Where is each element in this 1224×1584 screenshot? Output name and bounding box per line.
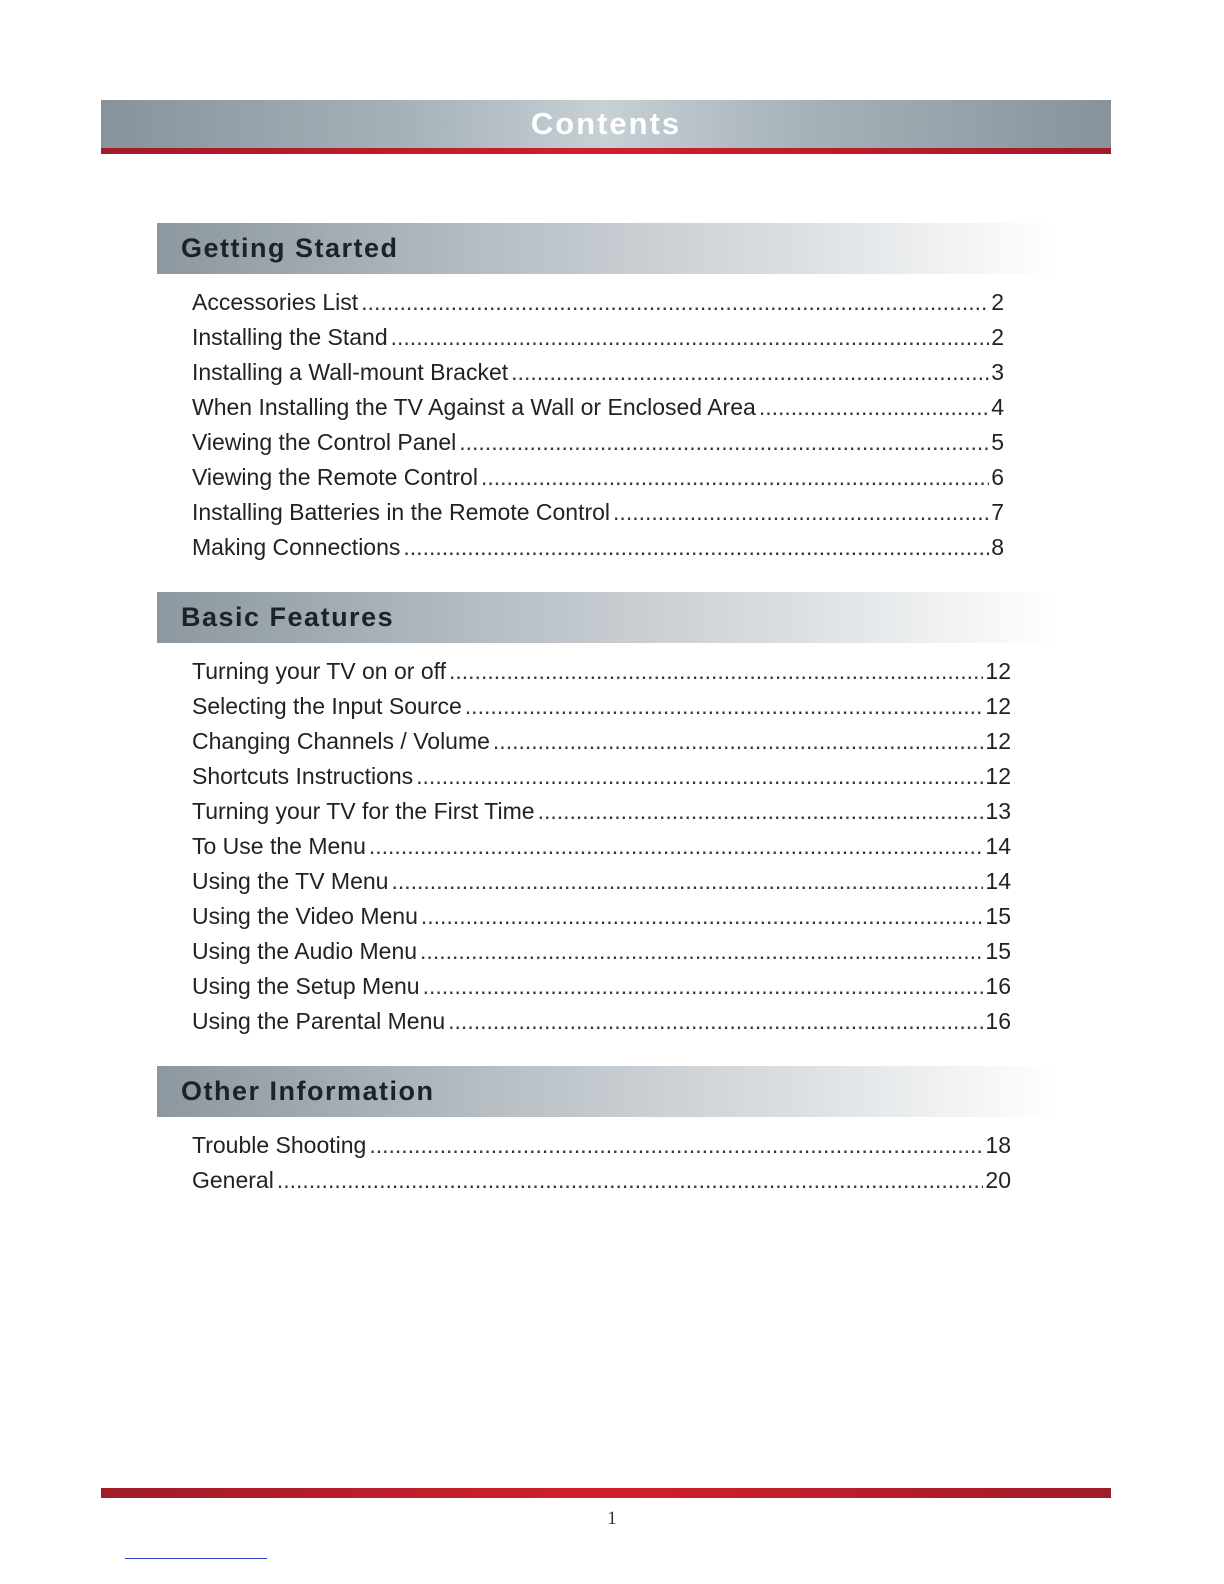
toc-entry[interactable]: [192, 864, 1011, 899]
toc-entry-label: Viewing the Remote Control: [192, 460, 481, 495]
toc-entry-label: To Use the Menu: [192, 829, 369, 864]
toc-entry-page: 18: [983, 1128, 1011, 1163]
dot-leader: [493, 724, 983, 759]
toc-entry-page: 3: [989, 355, 1004, 390]
section-other-information: [157, 1066, 1057, 1198]
page-title: Contents: [530, 106, 682, 141]
toc-entry[interactable]: [192, 390, 1004, 425]
toc-entry[interactable]: [192, 724, 1011, 759]
toc-list: [157, 274, 1057, 565]
toc-entry[interactable]: [192, 1128, 1011, 1163]
toc-entry[interactable]: [192, 355, 1004, 390]
toc-entry-page: 4: [989, 390, 1004, 425]
toc-entry-label: Shortcuts Instructions: [192, 759, 416, 794]
dot-leader: [420, 934, 983, 969]
toc-entry[interactable]: [192, 1004, 1011, 1039]
dot-leader: [481, 460, 989, 495]
toc-entry-page: 12: [983, 759, 1011, 794]
dot-leader: [369, 1128, 983, 1163]
toc-entry-page: 14: [983, 864, 1011, 899]
section-title: Getting Started: [181, 233, 399, 263]
section-title: Basic Features: [181, 602, 395, 632]
toc-entry-page: 20: [983, 1163, 1011, 1198]
toc-entry-label: Turning your TV for the First Time: [192, 794, 538, 829]
section-title: Other Information: [181, 1076, 435, 1106]
section-header: [157, 223, 1057, 274]
toc-entry[interactable]: [192, 969, 1011, 1004]
toc-entry[interactable]: [192, 934, 1011, 969]
toc-entry-label: Installing a Wall-mount Bracket: [192, 355, 511, 390]
dot-leader: [361, 285, 989, 320]
toc-entry-label: Using the Audio Menu: [192, 934, 420, 969]
toc-entry[interactable]: [192, 654, 1011, 689]
toc-entry[interactable]: [192, 530, 1004, 565]
toc-entry[interactable]: [192, 1163, 1011, 1198]
dot-leader: [465, 689, 984, 724]
toc-entry-label: Using the Parental Menu: [192, 1004, 448, 1039]
toc-entry-label: Turning your TV on or off: [192, 654, 449, 689]
toc-entry-page: 14: [983, 829, 1011, 864]
toc-entry-page: 15: [983, 934, 1011, 969]
dot-leader: [416, 759, 983, 794]
toc-entry-label: General: [192, 1163, 277, 1198]
toc-entry[interactable]: [192, 425, 1004, 460]
toc-entry[interactable]: [192, 320, 1004, 355]
toc-entry-page: 7: [989, 495, 1004, 530]
toc-entry-label: Installing the Stand: [192, 320, 391, 355]
toc-entry-page: 12: [983, 689, 1011, 724]
toc-entry[interactable]: [192, 759, 1011, 794]
toc-entry[interactable]: [192, 829, 1011, 864]
toc-entry-page: 15: [983, 899, 1011, 934]
toc-entry-label: When Installing the TV Against a Wall or Enclosed Area: [192, 390, 759, 425]
toc-entry-page: 13: [983, 794, 1011, 829]
toc-entry-page: 12: [983, 724, 1011, 759]
toc-list: [157, 643, 1057, 1039]
dot-leader: [538, 794, 984, 829]
dot-leader: [449, 654, 983, 689]
dot-leader: [369, 829, 984, 864]
toc-entry-label: Using the Setup Menu: [192, 969, 423, 1004]
toc-entry[interactable]: [192, 495, 1004, 530]
toc-entry-label: Selecting the Input Source: [192, 689, 465, 724]
dot-leader: [391, 320, 990, 355]
toc-entry[interactable]: [192, 285, 1004, 320]
contents-title-bar: [101, 100, 1111, 148]
dot-leader: [423, 969, 984, 1004]
toc-entry-label: Viewing the Control Panel: [192, 425, 459, 460]
toc-entry-page: 6: [989, 460, 1004, 495]
toc-entry[interactable]: [192, 460, 1004, 495]
toc-entry-label: Trouble Shooting: [192, 1128, 369, 1163]
toc-entry-label: Making Connections: [192, 530, 403, 565]
section-header: [157, 1066, 1057, 1117]
toc-entry-label: Using the Video Menu: [192, 899, 421, 934]
section-getting-started: [157, 223, 1057, 565]
toc-entry-page: 8: [989, 530, 1004, 565]
toc-entry-page: 16: [983, 1004, 1011, 1039]
dot-leader: [421, 899, 984, 934]
footer-red-rule: [101, 1488, 1111, 1498]
dot-leader: [613, 495, 989, 530]
toc-entry-label: Accessories List: [192, 285, 361, 320]
toc-entry[interactable]: [192, 689, 1011, 724]
page-number: 1: [607, 1508, 617, 1529]
toc-entry[interactable]: [192, 899, 1011, 934]
toc-list: [157, 1117, 1057, 1198]
dot-leader: [391, 864, 983, 899]
toc-entry-page: 5: [989, 425, 1004, 460]
dot-leader: [277, 1163, 984, 1198]
toc-entry-page: 2: [989, 285, 1004, 320]
section-basic-features: [157, 592, 1057, 1039]
section-header: [157, 592, 1057, 643]
footnote-rule: [125, 1558, 267, 1559]
toc-entry-page: 2: [989, 320, 1004, 355]
toc-entry-label: Installing Batteries in the Remote Control: [192, 495, 613, 530]
toc-entry-label: Using the TV Menu: [192, 864, 391, 899]
toc-entry-page: 16: [983, 969, 1011, 1004]
toc-entry-label: Changing Channels / Volume: [192, 724, 493, 759]
title-red-rule: [101, 148, 1111, 154]
toc-entry-page: 12: [983, 654, 1011, 689]
dot-leader: [403, 530, 989, 565]
dot-leader: [759, 390, 989, 425]
dot-leader: [511, 355, 989, 390]
dot-leader: [448, 1004, 983, 1039]
dot-leader: [459, 425, 989, 460]
toc-entry[interactable]: [192, 794, 1011, 829]
